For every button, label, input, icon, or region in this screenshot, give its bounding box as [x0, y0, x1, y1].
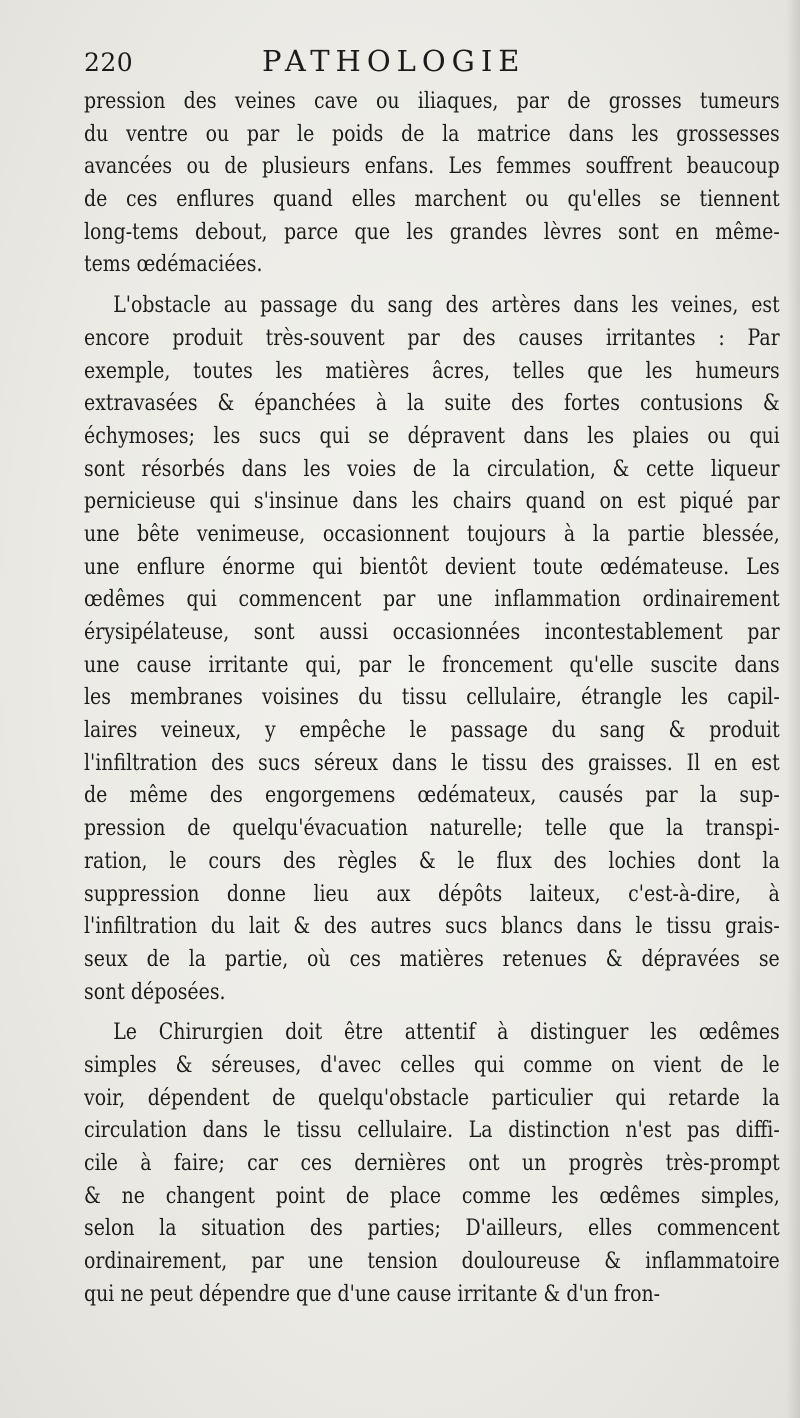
text-line: une bête venimeuse, occasionnent toujours à la partie blessée,	[84, 521, 780, 547]
text-line: encore produit très-souvent par des causes irritantes : Par	[84, 325, 780, 351]
text-line: voir, dépendent de quelqu'obstacle particulier qui retarde la	[84, 1085, 780, 1111]
text-line: qui ne peut dépendre que d'une cause irritante & d'un fron-	[84, 1281, 661, 1307]
text-line: circulation dans le tissu cellulaire. La distinction n'est pas diffi-	[84, 1118, 780, 1144]
text-line: une enflure énorme qui bientôt devient toute œdémateuse. Les	[84, 554, 780, 580]
paragraph-gap	[84, 1009, 780, 1017]
text-line: pernicieuse qui s'insinue dans les chairs quand on est piqué par	[84, 489, 780, 515]
text-line: érysipélateuse, sont aussi occasionnées incontestablement par	[84, 620, 780, 645]
text-line: Le Chirurgien doit être attentif à distinguer les œdêmes	[113, 1020, 780, 1046]
text-line: les membranes voisines du tissu cellulaire, étrangle les capil-	[84, 685, 780, 711]
text-line: laires veineux, y empêche le passage du sang & produit	[84, 718, 780, 744]
running-title: PATHOLOGIE	[262, 44, 526, 78]
paragraph-gap	[84, 282, 780, 290]
paragraph	[84, 86, 780, 282]
text-line: pression des veines cave ou iliaques, par de grosses tumeurs	[84, 89, 780, 114]
text-line: extravasées & épanchées à la suite des fortes contusions &	[84, 391, 780, 417]
text-line: ordinairement, par une tension douloureuse & inflammatoire	[84, 1249, 780, 1275]
text-line: tems œdémaciées.	[84, 252, 263, 278]
paragraph	[84, 290, 780, 1009]
text-line: de ces enflures quand elles marchent ou qu'elles se tiennent	[84, 187, 780, 213]
text-line: selon la situation des parties; D'ailleurs, elles commencent	[84, 1216, 780, 1242]
paragraph	[84, 1017, 780, 1311]
text-line: œdêmes qui commencent par une inflammation ordinairement	[84, 587, 780, 613]
page-header	[84, 44, 780, 84]
text-line: seux de la partie, où ces matières retenues & dépravées se	[84, 946, 780, 972]
page-edge-shadow	[786, 0, 800, 1418]
text-line: pression de quelqu'évacuation naturelle; telle que la transpi-	[84, 816, 780, 842]
page-number: 220	[84, 48, 134, 77]
text-line: sont déposées.	[84, 979, 226, 1005]
text-line: exemple, toutes les matières âcres, telles que les humeurs	[84, 358, 780, 384]
text-line: du ventre ou par le poids de la matrice dans les grossesses	[84, 121, 780, 147]
text-line: sont résorbés dans les voies de la circulation, & cette liqueur	[84, 456, 780, 482]
text-line: échymoses; les sucs qui se dépravent dans les plaies ou qui	[84, 423, 780, 449]
text-line: L'obstacle au passage du sang des artères dans les veines, est	[113, 293, 780, 319]
text-line: long-tems debout, parce que les grandes lèvres sont en même-	[84, 219, 780, 245]
text-line: de même des engorgemens œdémateux, causés par la sup-	[84, 783, 780, 809]
text-line: l'infiltration du lait & des autres sucs blancs dans le tissu grais-	[84, 914, 780, 940]
text-line: ration, le cours des règles & le flux des lochies dont la	[84, 848, 780, 874]
text-line: suppression donne lieu aux dépôts laiteux, c'est-à-dire, à	[84, 881, 780, 907]
text-line: une cause irritante qui, par le froncement qu'elle suscite dans	[84, 652, 780, 678]
text-line: cile à faire; car ces dernières ont un progrès très-prompt	[84, 1151, 780, 1176]
text-line: simples & séreuses, d'avec celles qui comme on vient de le	[84, 1052, 780, 1078]
text-line: l'infiltration des sucs séreux dans le tissu des graisses. Il en est	[84, 750, 780, 776]
text-line: avancées ou de plusieurs enfans. Les femmes souffrent beaucoup	[84, 154, 780, 180]
text-line: & ne changent point de place comme les œdêmes simples,	[84, 1183, 780, 1209]
body-text	[84, 86, 780, 1311]
